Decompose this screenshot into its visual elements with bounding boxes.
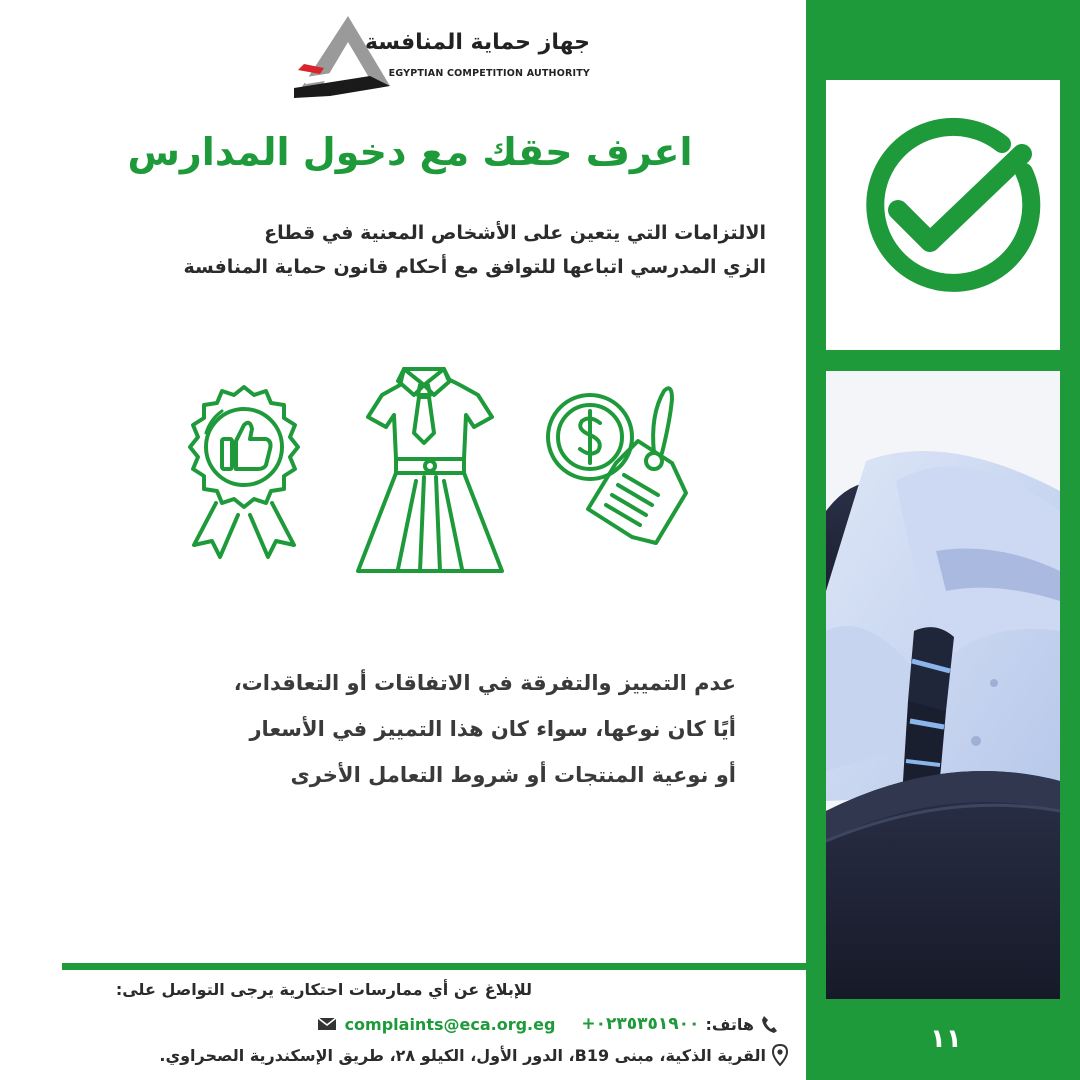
eca-logo [290, 12, 590, 100]
footer-divider [62, 963, 806, 970]
page-number: ١١ [930, 1024, 962, 1054]
logo-triangle-icon [290, 12, 400, 100]
logo-name-english: EGYPTIAN COMPETITION AUTHORITY [388, 68, 590, 79]
body-line: عدم التمييز والتفرقة في الاتفاقات أو التعاقدات، [233, 671, 736, 695]
check-panel [826, 80, 1060, 350]
school-uniform-dress-icon [358, 369, 502, 571]
phone-group [581, 1014, 778, 1034]
body-text [60, 660, 736, 798]
price-tag-dollar-icon [548, 388, 686, 543]
phone-icon [760, 1014, 778, 1034]
address-text: القرية الذكية، مبنى B19، الدور الأول، الكيلو ٢٨، طريق الإسكندرية الصحراوي. [159, 1045, 766, 1065]
phone-number[interactable]: +٠٢٣٥٣٥١٩٠٠ [581, 1014, 700, 1034]
complaints-email-link[interactable]: complaints@eca.org.eg [344, 1014, 556, 1034]
body-line: أيًا كان نوعها، سواء كان هذا التمييز في الأسعار [249, 717, 736, 741]
checkmark-circle-icon [826, 80, 1060, 350]
subtitle [60, 216, 766, 284]
phone-label: هاتف: [705, 1014, 754, 1034]
icons-row [0, 355, 806, 585]
envelope-icon [317, 1017, 337, 1031]
contact-row [317, 1012, 778, 1036]
uniform-shirt-tie-sweater-image [826, 371, 1060, 999]
address-row [159, 1044, 788, 1066]
subtitle-line: الالتزامات التي يتعين على الأشخاص المعنية في قطاع [264, 222, 766, 244]
uniform-photo [826, 371, 1060, 999]
footer-lead: للإبلاغ عن أي ممارسات احتكارية يرجى التواصل على: [115, 980, 532, 999]
page-title: اعرف حقك مع دخول المدارس [127, 130, 693, 174]
logo-name-arabic: جهاز حماية المنافسة [364, 30, 590, 55]
award-thumbs-up-icon [190, 387, 298, 557]
subtitle-line: الزي المدرسي اتباعها للتوافق مع أحكام قانون حماية المنافسة [183, 256, 766, 278]
body-line: أو نوعية المنتجات أو شروط التعامل الأخرى [290, 763, 736, 787]
location-pin-icon [772, 1044, 788, 1066]
